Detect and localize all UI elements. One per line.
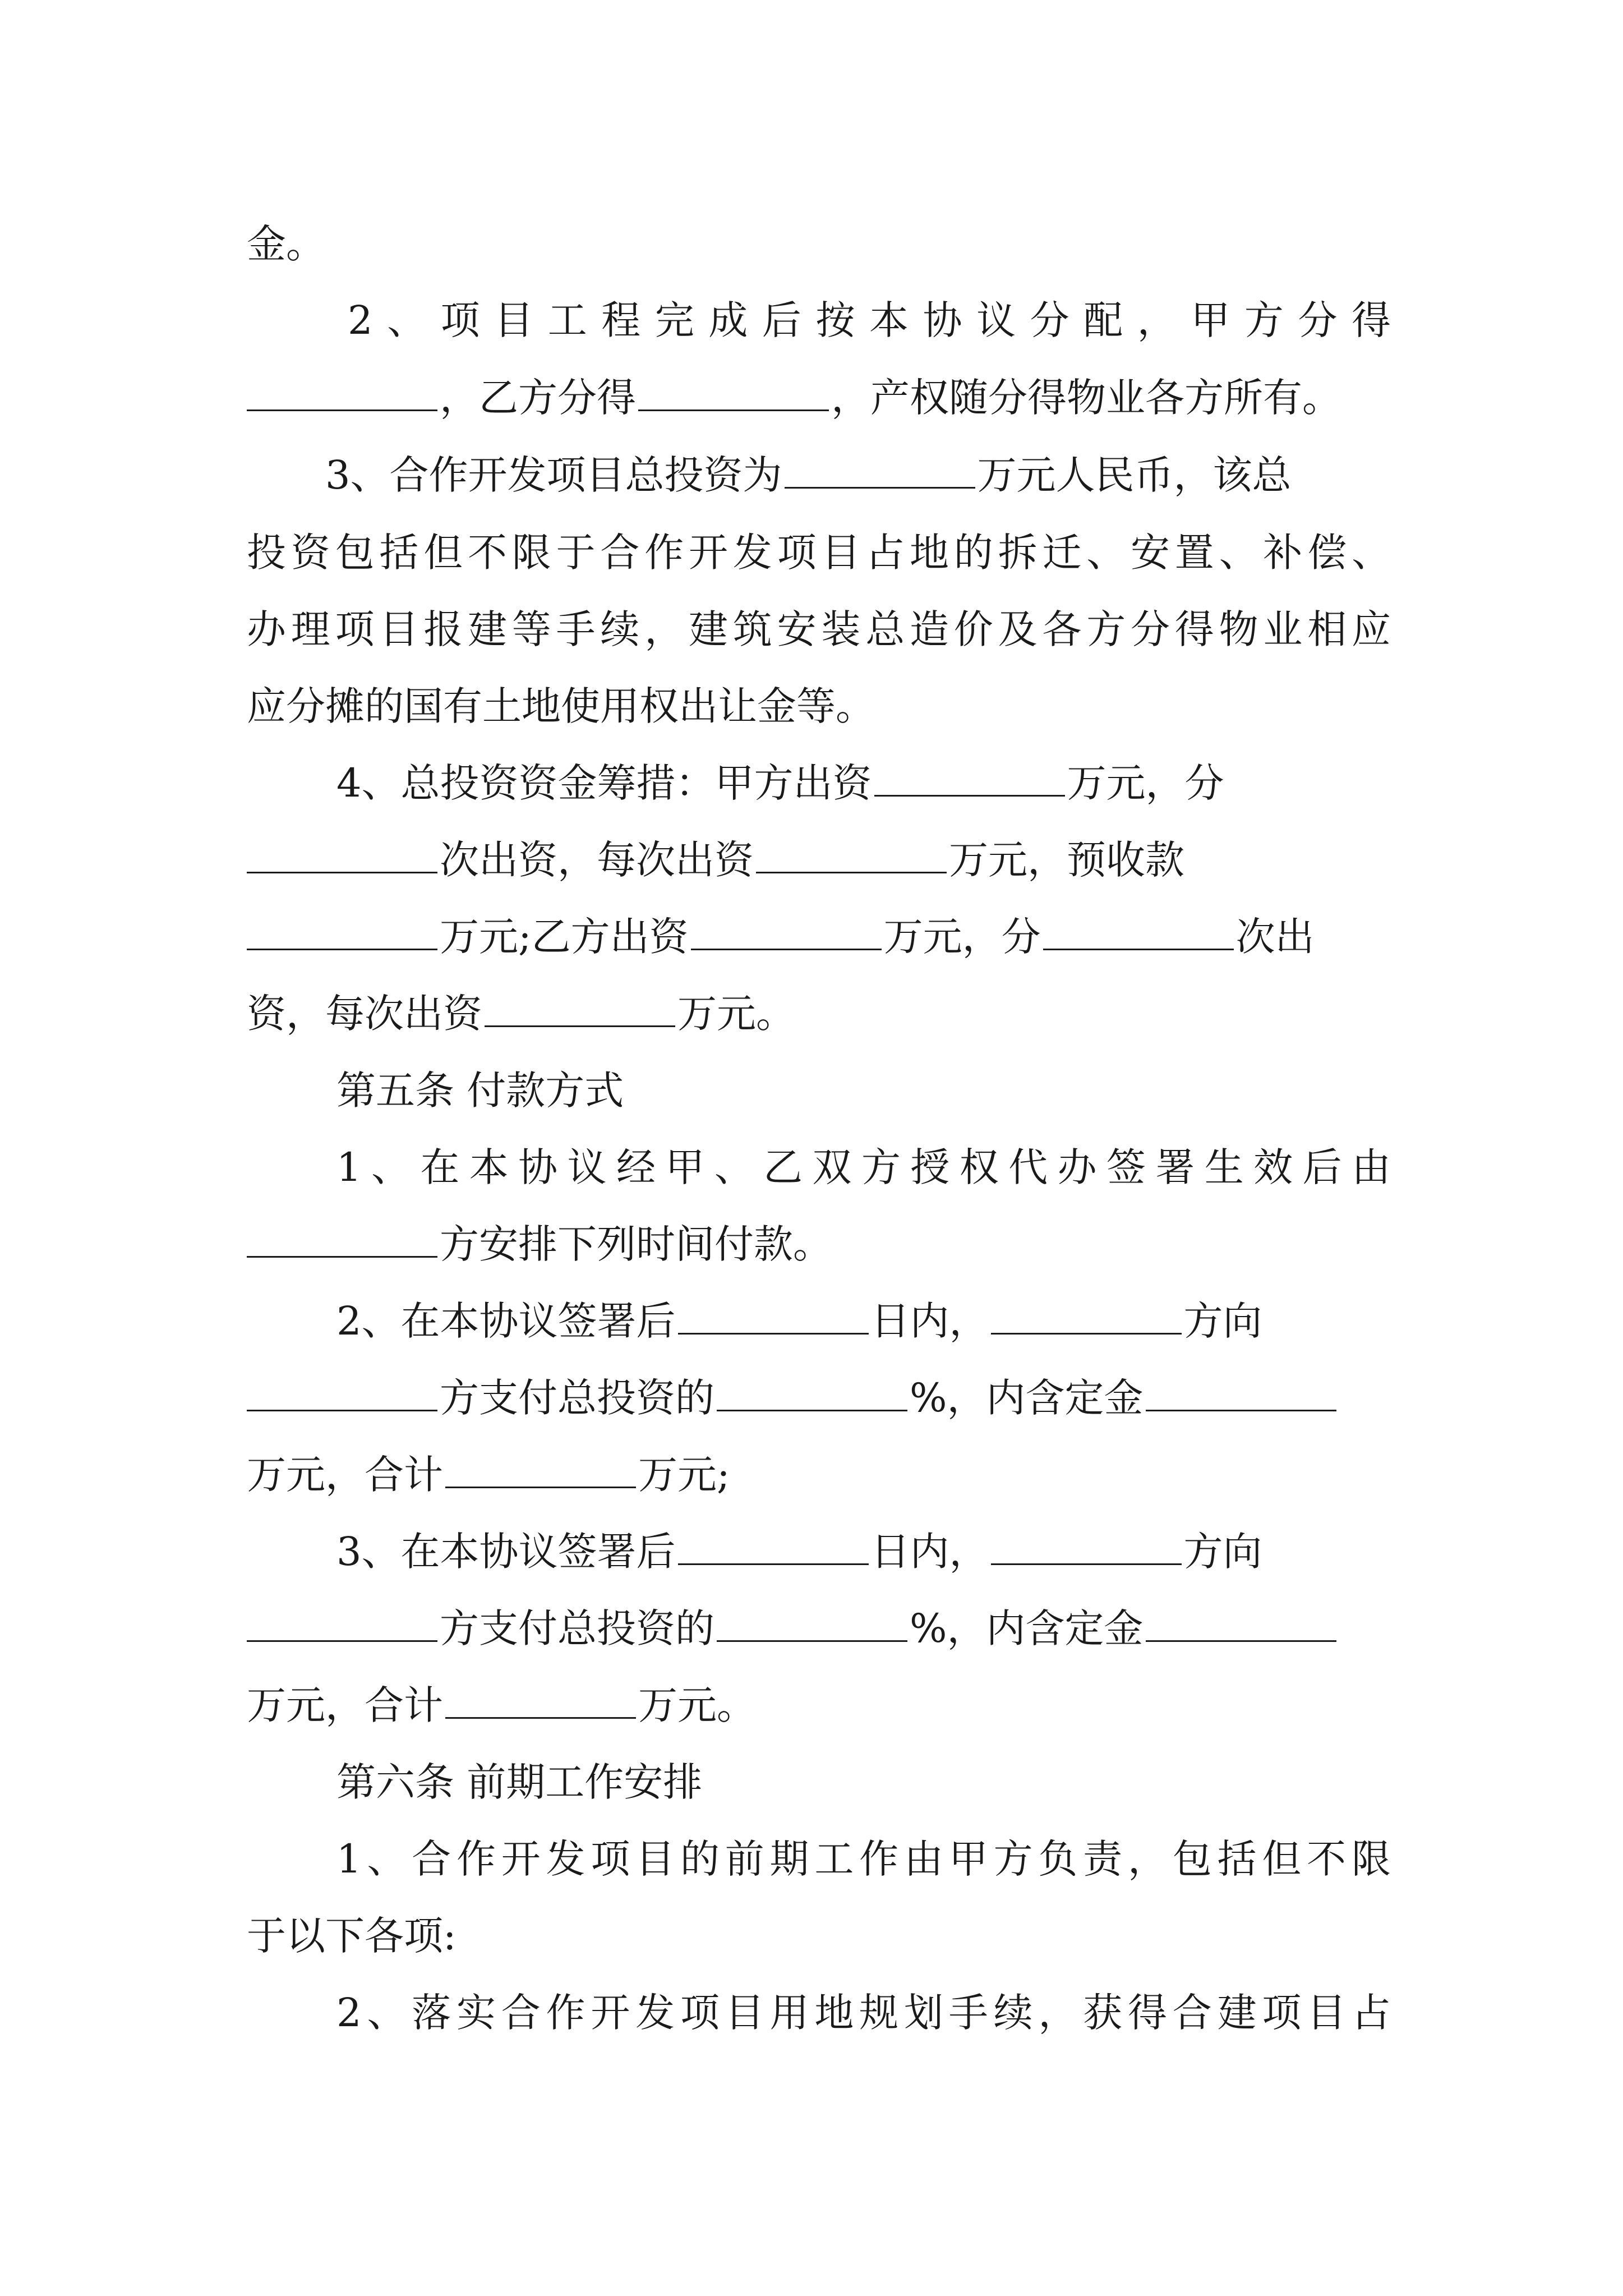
- fill-in-blank: [247, 1221, 437, 1258]
- text-segment: 应分摊的国有土地使用权出让金等。: [247, 683, 875, 729]
- text-segment: 万元;: [638, 1452, 730, 1498]
- fill-in-blank: [874, 760, 1065, 797]
- fill-in-blank: [485, 990, 675, 1027]
- text-segment: 万元，分: [883, 914, 1041, 960]
- text-segment: 1、合作开发项目的前期工作由甲方负责，包括但不限: [336, 1836, 1391, 1882]
- fill-in-blank: [445, 1682, 636, 1719]
- text-segment: 金。: [247, 221, 325, 267]
- text-segment: 2、在本协议签署后: [336, 1298, 676, 1344]
- text-segment: 万元。: [677, 991, 795, 1037]
- text-segment: %，内含定金: [910, 1375, 1144, 1421]
- text-line: [247, 1595, 1391, 1662]
- text-line: [247, 1211, 1391, 1278]
- text-line: [336, 1825, 1391, 1893]
- text-line: [247, 980, 1391, 1047]
- fill-in-blank: [247, 1605, 437, 1642]
- text-segment: 万元，分: [1067, 760, 1224, 806]
- section-heading: [336, 1057, 1391, 1124]
- text-segment: 3、合作开发项目总投资为: [325, 452, 782, 498]
- text-line: [247, 1672, 1391, 1739]
- section-heading: [336, 1749, 1391, 1816]
- text-segment: ，产权随分得物业各方所有。: [831, 375, 1341, 421]
- fill-in-blank: [638, 374, 829, 411]
- text-segment: 万元人民币，该总: [977, 452, 1292, 498]
- fill-in-blank: [991, 1528, 1182, 1565]
- text-segment: 第六条 前期工作安排: [336, 1759, 703, 1805]
- text-line: [247, 596, 1391, 663]
- text-line: [336, 749, 1391, 817]
- text-line: [336, 1287, 1391, 1355]
- text-line: [325, 441, 1391, 509]
- fill-in-blank: [1146, 1605, 1336, 1642]
- text-line: [247, 364, 1391, 431]
- fill-in-blank: [247, 913, 437, 950]
- fill-in-blank: [1146, 1374, 1336, 1411]
- text-line: [247, 210, 1391, 278]
- text-segment: 次出资，每次出资: [440, 837, 754, 883]
- fill-in-blank: [785, 452, 975, 489]
- fill-in-blank: [991, 1297, 1182, 1335]
- text-segment: 万元，合计: [247, 1682, 443, 1728]
- text-segment: 第五条 付款方式: [336, 1068, 624, 1114]
- text-line: [336, 1134, 1391, 1201]
- text-segment: 2、落实合作开发项目用地规划手续，获得合建项目占: [336, 1990, 1391, 2036]
- text-segment: 于以下各项:: [247, 1913, 457, 1959]
- fill-in-blank: [247, 374, 437, 411]
- fill-in-blank: [1043, 913, 1234, 950]
- text-segment: 方支付总投资的: [440, 1605, 714, 1651]
- text-segment: 方向: [1183, 1529, 1262, 1575]
- fill-in-blank: [445, 1451, 636, 1488]
- text-segment: 日内，: [870, 1529, 989, 1575]
- fill-in-blank: [691, 913, 882, 950]
- text-segment: 万元，合计: [247, 1452, 443, 1498]
- text-line: [247, 1441, 1391, 1508]
- fill-in-blank: [756, 836, 947, 873]
- text-segment: 4、总投资资金筹措：甲方出资: [336, 760, 872, 806]
- text-segment: 办理项目报建等手续，建筑安装总造价及各方分得物业相应: [247, 606, 1391, 652]
- text-line: [247, 673, 1391, 740]
- text-line: [247, 1902, 1391, 1970]
- text-segment: %，内含定金: [910, 1605, 1144, 1651]
- text-line: [348, 287, 1391, 354]
- fill-in-blank: [678, 1528, 869, 1565]
- text-line: [336, 1518, 1391, 1585]
- text-segment: 日内，: [870, 1298, 989, 1344]
- text-segment: 方向: [1183, 1298, 1262, 1344]
- text-segment: ，乙方分得: [440, 375, 636, 421]
- text-line: [247, 519, 1391, 586]
- fill-in-blank: [247, 1374, 437, 1411]
- fill-in-blank: [678, 1297, 869, 1335]
- text-segment: 2、项目工程完成后按本协议分配，甲方分得: [348, 297, 1391, 343]
- fill-in-blank: [717, 1374, 907, 1411]
- text-segment: 方安排下列时间付款。: [440, 1221, 832, 1267]
- text-segment: 1、在本协议经甲、乙双方授权代办签署生效后由: [336, 1144, 1391, 1190]
- text-segment: 资，每次出资: [247, 991, 482, 1037]
- text-segment: 投资包括但不限于合作开发项目占地的拆迁、安置、补偿、: [247, 530, 1391, 576]
- text-line: [336, 1979, 1391, 2046]
- fill-in-blank: [717, 1605, 907, 1642]
- fill-in-blank: [247, 836, 437, 873]
- text-line: [247, 1364, 1391, 1432]
- text-segment: 万元，预收款: [949, 837, 1184, 883]
- text-segment: 次出: [1235, 914, 1315, 960]
- text-segment: 3、在本协议签署后: [336, 1529, 676, 1575]
- text-segment: 万元。: [638, 1682, 756, 1728]
- text-segment: 方支付总投资的: [440, 1375, 714, 1421]
- text-line: [247, 903, 1391, 970]
- text-line: [247, 826, 1391, 894]
- text-segment: 万元;乙方出资: [440, 914, 689, 960]
